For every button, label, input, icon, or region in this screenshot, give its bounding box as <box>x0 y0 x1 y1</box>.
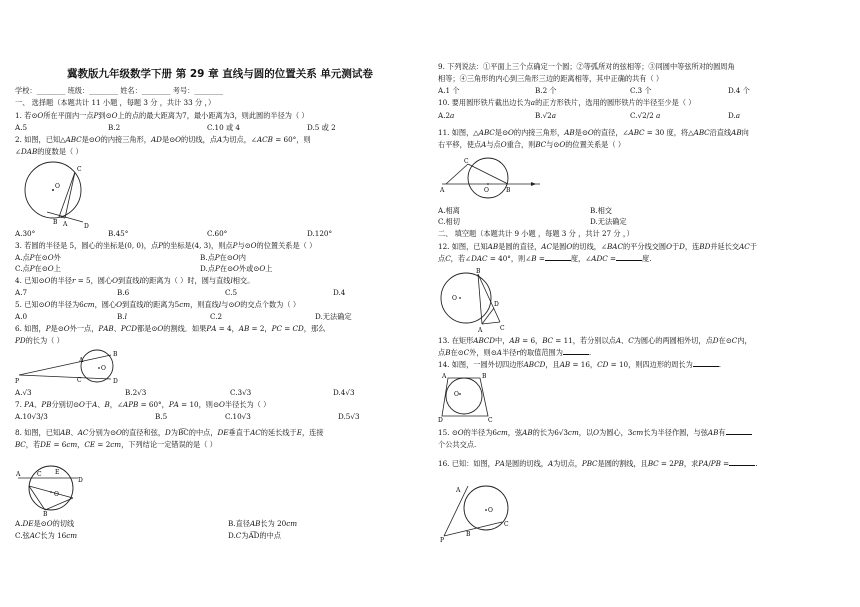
q8-stem-line2: 𝐵𝐶，若𝐷𝐸 = 6𝑐𝑚，𝐶𝐸 = 2𝑐𝑚，下列结论一定错误的是（ ） <box>15 440 217 449</box>
q6-option-b: B.2√3 <box>125 388 147 397</box>
q14-label-a: A <box>442 373 447 380</box>
q8-option-d: D.𝐶为A͡D的中点 <box>228 531 281 540</box>
page-title: 冀教版九年级数学下册 第 29 章 直线与圆的位置关系 单元测试卷 <box>67 68 373 80</box>
q11-option-c: C.相切 <box>438 217 460 226</box>
q6-option-d: D.4√3 <box>333 388 355 397</box>
q13-text-b: . <box>588 348 592 357</box>
q8-label-a: A <box>16 471 21 478</box>
q6-label-a: A <box>79 357 84 364</box>
q8-option-c: C.弦𝐴𝐶长为 16𝑐𝑚 <box>15 531 78 540</box>
q16-label-c: C <box>504 521 509 528</box>
q7-option-a: A.10√3/3 <box>15 412 48 421</box>
q1-option-d: D.5 或 2 <box>307 123 336 132</box>
q12-label-o: O <box>452 295 457 302</box>
q2-option-a: A.30° <box>15 229 36 238</box>
q7-option-b: B.5 <box>155 412 168 421</box>
q9-option-d: D.4 个 <box>728 86 750 95</box>
q9-option-a: A.1 个 <box>438 86 460 95</box>
q12-label-a: A <box>478 327 483 334</box>
q8-option-b: B.直径𝐴𝐵长为 20𝑐𝑚 <box>228 519 298 528</box>
q8-figure <box>15 456 85 518</box>
q12-label-d: D <box>494 301 499 308</box>
q6-option-c: C.3√3 <box>230 388 252 397</box>
q9-option-c: C.3 个 <box>630 86 652 95</box>
q16-answer-blank[interactable] <box>729 465 755 466</box>
q12-stem-line2 <box>438 254 652 264</box>
q8-label-e: E <box>55 469 60 476</box>
q8-label-o: O <box>54 491 59 498</box>
q8-stem-line1: 8. 如图，已知𝐴𝐵、𝐴𝐶分别为⊙𝑂的直径和弦，𝐷为B͡C的中点，𝐷𝐸垂直于𝐴𝐶的延长线于𝐸，连接 <box>15 428 324 437</box>
q7-stem: 7. 𝑃𝐴、𝑃𝐵分别切⊙𝑂于𝐴、𝐵，∠𝐴𝑃𝐵 = 60°，𝑃𝐴 = 10，则⊙𝑂半径长为（ ） <box>15 400 271 409</box>
q15-stem-line2: 个公共交点. <box>438 440 477 449</box>
q6-label-o: O <box>101 365 106 372</box>
q12-label-c: C <box>500 325 505 332</box>
q2-label-o: O <box>55 183 60 190</box>
q10-option-a: A.2𝑎 <box>438 111 455 120</box>
q14-label-b: B <box>482 373 487 380</box>
q14-text-a: 14. 如图，一圆外切四边形𝐴𝐵𝐶𝐷，且𝐴𝐵 = 16，𝐶𝐷 = 10，则四边形的周长为 <box>438 360 693 369</box>
q11-label-c: C <box>464 158 469 165</box>
q11-stem-line2: 右平移，使点𝐴与点𝑂重合，则𝐵𝐶与⊙𝑂的位置关系是（ ） <box>438 140 626 149</box>
section-heading-choice: 一、 选择题（本题共计 11 小题 ，每题 3 分 ，共计 33 分 ，） <box>15 98 216 107</box>
q4-option-c: C.5 <box>225 288 238 297</box>
q13-stem-line1: 13. 在矩形𝐴𝐵𝐶𝐷中，𝐴𝐵 = 6，𝐵𝐶 = 11，若分别以点𝐴、𝐶为圆心的两圆相外切，点𝐷在⊙𝐶内， <box>438 336 752 345</box>
q2-stem-line1: 2. 如图，已知△𝐴𝐵𝐶是⊙𝑂的内接三角形，𝐴𝐷是⊙𝑂的切线，点𝐴为切点，∠𝐴𝐶𝐵 = 60°，则 <box>15 135 311 144</box>
q6-stem-line2: 𝑃𝐷的长为（ ） <box>15 336 64 345</box>
q16-label-a: A <box>456 487 461 494</box>
q2-label-a: A <box>63 221 68 228</box>
q6-label-p: P <box>15 378 20 385</box>
q13-answer-blank[interactable] <box>563 354 589 355</box>
q16-label-o: O <box>488 507 493 514</box>
q14-text-b: . <box>718 360 722 369</box>
q16-figure <box>440 482 510 542</box>
q16-label-p: P <box>440 537 445 544</box>
q3-option-b: B.点𝑃在⊙𝑂内 <box>200 253 246 262</box>
q4-option-b: B.6 <box>117 288 130 297</box>
q11-label-b: B <box>506 187 511 194</box>
q10-option-c: C.√2/2 𝑎 <box>630 111 661 120</box>
q5-option-a: A.0 <box>15 312 28 321</box>
q11-label-a: A <box>440 187 445 194</box>
q8-option-a: A.𝐷𝐸是⊙𝑂的切线 <box>15 519 75 528</box>
q13-text-a: 点𝐵在⊙𝐶外，则⊙𝐴半径𝑟的取值范围为 <box>438 348 563 357</box>
q3-option-a: A.点𝑃在⊙𝑂外 <box>15 253 61 262</box>
q12-answer-blank-1[interactable] <box>545 260 571 261</box>
q3-option-d: D.点𝑃在⊙𝑂外或⊙𝑂上 <box>200 264 273 273</box>
q11-option-b: B.相交 <box>590 206 612 215</box>
q11-option-a: A.相离 <box>438 206 460 215</box>
q15-stem-line1 <box>438 428 752 438</box>
q2-figure <box>15 160 105 228</box>
q5-option-d: D.无法确定 <box>315 312 352 321</box>
q2-option-d: D.120° <box>307 229 333 238</box>
q6-figure <box>15 349 125 387</box>
q1-option-b: B.2 <box>108 123 121 132</box>
q14-stem <box>438 360 721 370</box>
q16-stem <box>438 459 757 469</box>
q3-stem: 3. 若圆的半径是 5，圆心的坐标是(0, 0)，点𝑃的坐标是(4, 3)，则点𝑃与⊙𝑂的位置关系是（ ） <box>15 241 317 250</box>
student-info-line: 学校：________ 班级：________ 姓名：________ 考号：________ <box>15 86 224 95</box>
q2-option-c: C.60° <box>207 229 228 238</box>
q12-stem-line1: 12. 如图，已知𝐴𝐵是圆的直径，𝐴𝐶是圆𝑂的切线，∠𝐵𝐴𝐶的平分线交圆𝑂于𝐷，连𝐵𝐷并延长交𝐴𝐶于 <box>438 242 757 251</box>
q12-figure <box>438 268 508 334</box>
q15-text-a: 15. ⊙𝑂的半径为6𝑐𝑚，弦𝐴𝐵的长为6√3𝑐𝑚，以𝑂为圆心，3𝑐𝑚长为半径作圆，与弦𝐴𝐵有 <box>438 428 726 437</box>
q10-option-d: D.𝑎 <box>728 111 741 120</box>
section-heading-fill: 二、 填空题（本题共计 9 小题 ，每题 3 分 ，共计 27 分 ，） <box>438 229 634 238</box>
q4-stem: 4. 已知⊙𝑂的半径𝑟 = 5，圆心𝑂到直线𝑙的距离为（ ）时，圆与直线𝑙相交。 <box>15 276 255 285</box>
q14-figure <box>438 373 493 424</box>
q8-label-d: D <box>78 477 83 484</box>
q11-label-o: O <box>484 187 489 194</box>
q12-text-b: 度，∠𝐴𝐷𝐶 = <box>570 254 617 263</box>
q6-option-a: A.√3 <box>15 388 32 397</box>
q2-label-b: B <box>53 219 58 226</box>
q10-option-b: B.√2𝑎 <box>535 111 557 120</box>
q12-text-a: 点𝐶，若∠𝐷𝐴𝐶 = 40°，则∠𝐵 = <box>438 254 545 263</box>
q12-label-b: B <box>476 268 481 275</box>
q9-option-b: B.2 个 <box>535 86 557 95</box>
q15-answer-blank[interactable] <box>726 434 752 435</box>
q1-stem: 1. 若⊙𝑂所在平面内一点𝑃到⊙𝑂上的点的最大距离为7，最小距离为3，则此圆的半径为（ ） <box>15 111 309 120</box>
q2-stem-line2: ∠𝐷𝐴𝐵的度数是（ ） <box>15 147 83 156</box>
q4-option-d: D.4 <box>333 288 346 297</box>
q6-label-b: B <box>113 351 118 358</box>
q4-option-a: A.7 <box>15 288 28 297</box>
q6-label-d: D <box>113 378 118 385</box>
q16-label-b: B <box>466 531 471 538</box>
q5-option-b: B.𝑙 <box>117 312 127 321</box>
q6-stem-line1: 6. 如图，𝑃是⊙𝑂外一点，𝑃𝐴𝐵、𝑃𝐶𝐷都是⊙𝑂的割线．如果𝑃𝐴 = 4，𝐴𝐵 = 2，𝑃𝐶 = 𝐶𝐷，那么 <box>15 324 326 333</box>
q14-answer-blank[interactable] <box>693 366 719 367</box>
q7-option-c: C.10√3 <box>225 412 251 421</box>
q14-label-c: C <box>488 417 493 424</box>
q14-label-o: O <box>454 391 459 398</box>
q12-answer-blank-2[interactable] <box>616 260 642 261</box>
q10-stem: 10. 要用圆形铁片截出边长为𝑎的正方形铁片，选用的圆形铁片的半径至少是（ ） <box>438 98 696 107</box>
q5-option-c: C.2 <box>210 312 223 321</box>
q1-option-c: C.10 或 4 <box>207 123 241 132</box>
q12-text-c: 度. <box>642 254 652 263</box>
q7-option-d: D.5√3 <box>338 412 360 421</box>
q16-text-a: 16. 已知：如图，𝑃𝐴是圆的切线，𝐴为切点，𝑃𝐵𝐶是圆的割线，且𝐵𝐶 = 2𝑃𝐵，求𝑃𝐴/𝑃𝐵 = <box>438 459 730 468</box>
q3-option-c: C.点𝑃在⊙𝑂上 <box>15 264 61 273</box>
q11-option-d: D.无法确定 <box>590 217 627 226</box>
q9-stem-line1: 9. 下列说法：①平面上三个点确定一个圆；②等弧所对的弦相等；③同圆中等弦所对的圆周角 <box>438 62 735 71</box>
q13-stem-line2 <box>438 348 591 358</box>
q9-stem-line2: 相等；④三角形的内心到三角形三边的距离相等，其中正确的共有（ ） <box>438 74 664 83</box>
q6-label-c: C <box>77 377 82 384</box>
q8-label-c: C <box>37 471 42 478</box>
q8-label-b: B <box>43 511 48 518</box>
q2-label-d: D <box>84 223 89 230</box>
q11-figure <box>438 156 558 204</box>
q14-label-d: D <box>438 417 443 424</box>
q16-text-b: . <box>755 459 758 468</box>
q11-stem-line1: 11. 如图，△𝐴𝐵𝐶是⊙𝑂的内接三角形，𝐴𝐵是⊙𝑂的直径，∠𝐴𝐵𝐶 = 30 度，将△𝐴𝐵𝐶沿直线𝐴𝐵向 <box>438 128 749 137</box>
q5-stem: 5. 已知⊙𝑂的半径为6𝑐𝑚，圆心𝑂到直线𝑙的距离为5𝑐𝑚，则直线𝑙与⊙𝑂的交点个数为（ ） <box>15 300 301 309</box>
q1-option-a: A.5 <box>15 123 28 132</box>
q2-option-b: B.45° <box>108 229 129 238</box>
q2-label-c: C <box>77 166 82 173</box>
